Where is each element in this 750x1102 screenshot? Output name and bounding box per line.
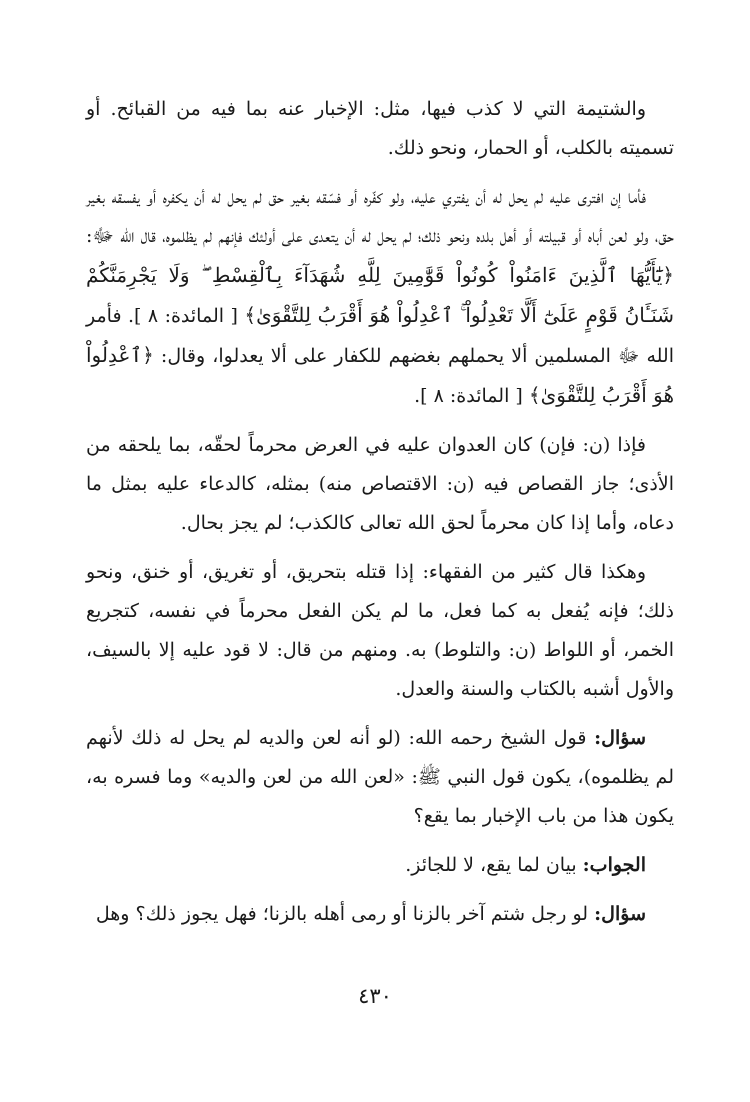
paragraph-retaliation	[86, 426, 674, 543]
quran-verse-short: ﴿ٱعْدِلُواْ هُوَ أَقْرَبُ لِلتَّقْوَىٰ﴾	[86, 343, 674, 407]
question-label-second: سؤال:	[594, 903, 646, 925]
question-cursing-parents	[86, 719, 674, 836]
paragraph-jurists	[86, 553, 674, 709]
paragraph-insult	[86, 90, 674, 168]
question-text-second: لو رجل شتم آخر بالزنا أو رمى أهله بالزنا؛ فهل يجوز ذلك؟ وهل	[95, 903, 589, 925]
question-label: سؤال:	[594, 727, 646, 749]
paragraph-retaliation-text: فإذا (ن: فإن) كان العدوان عليه في العرض محرماً لحقّه، بما يلحقه من الأذى؛ جاز القصاص فيه (ن: الاقتصاص منه) بمثله، كالدعاء عليه بمثل ما دعاه، وأما إذا كان محرماً لحق الله تعالى كالكذب؛ لم يجز بحال.	[86, 434, 674, 534]
paragraph-insult-text: والشتيمة التي لا كذب فيها، مثل: الإخبار عنه بما فيه من القبائح. أو تسميته بالكلب، أو الحمار، ونحو ذلك.	[86, 98, 674, 159]
verse-reference-second: [ المائدة: ٨ ].	[414, 385, 523, 407]
document-body	[86, 90, 674, 944]
question-text: قول الشيخ رحمه الله: (لو أنه لعن والديه لم يحل له ذلك لأنهم لم يظلموه)، يكون قول النبي ﷺ: «لعن الله من لعن والديه» وما فسره به، يكون هذا من باب الإخبار بما يقع؟	[86, 727, 674, 827]
answer-cursing-parents	[86, 846, 674, 885]
paragraph-jurists-text: وهكذا قال كثير من الفقهاء: إذا قتله بتحريق، أو تغريق، أو خنق، ونحو ذلك؛ فإنه يُفعل به كما فعل، ما لم يكن الفعل محرماً في نفسه، كتجريع الخمر، أو اللواط (ن: والتلوط) به. ومنهم من قال: لا قود عليه إلا بالسيف، والأول أشبه بالكتاب والسنة والعدل.	[86, 561, 674, 700]
verse-reference: [ المائدة: ٨ ].	[128, 305, 238, 327]
answer-label: الجواب:	[582, 854, 646, 876]
answer-text: بيان لما يقع، لا للجائز.	[405, 854, 577, 876]
paragraph-slander	[86, 178, 674, 416]
paragraph-slander-intro: فأما إن افترى عليه لم يحل له أن يفتري عليه، ولو كفّره أو فسّقه بغير حق لم يحل له أن يكفره أو يفسقه بغير حق، ولو لعن أباه أو قبيلته أو أهل بلده ونحو ذلك؛ لم يحل له أن يتعدى على أولئك فإنهم لم يظلموه، قال الله ﷻ:	[86, 186, 674, 247]
page-number: ٤٣٠	[358, 984, 392, 1008]
paragraph-slander-middle: فأمر الله ﷻ المسلمين ألا يحملهم بغضهم للكفار على ألا يعدلوا، وقال:	[86, 305, 674, 367]
question-slander-zina	[86, 895, 674, 934]
quran-verse: ﴿يَٰٓأَيُّهَا ٱلَّذِينَ ءَامَنُواْ كُونُواْ قَوَّٰمِينَ لِلَّهِ شُهَدَآءَ بِٱلْقِسْطِ ۖ وَلَا يَجْرِمَنَّكُمْ شَنَـَٔانُ قَوْمٍ عَلَىٰٓ أَلَّا تَعْدِلُواْ ۚ ٱعْدِلُواْ هُوَ أَقْرَبُ لِلتَّقْوَىٰ﴾	[86, 263, 675, 327]
